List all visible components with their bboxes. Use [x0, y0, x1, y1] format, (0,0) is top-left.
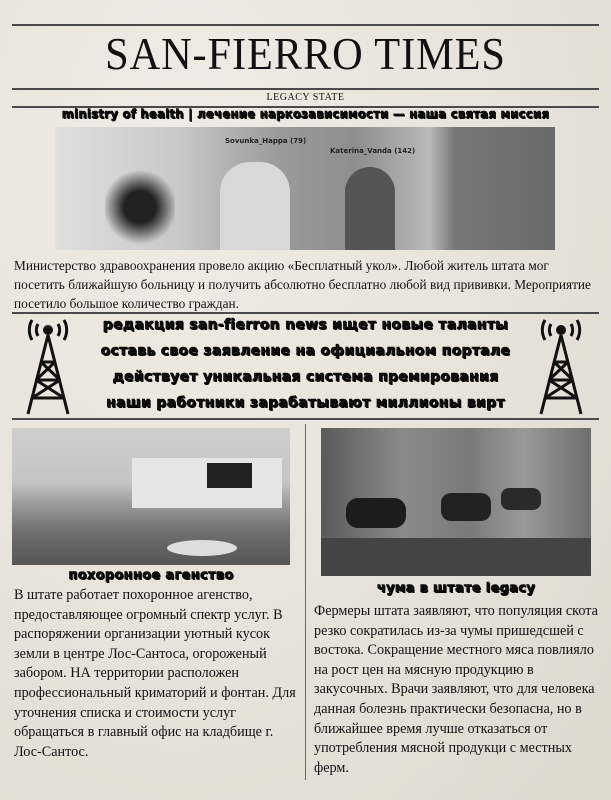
- character-figure: [345, 167, 395, 250]
- cow-shape: [441, 493, 491, 521]
- billboard-shape: [207, 463, 252, 488]
- article-text-funeral: В штате работает похоронное агенство, предоставляющее огромный спектр услуг. В распоряжении организации уютный кусок земли в центре Лос-Сантоса, огороженый забором. НА территории расположен профессиональный криматорий и фонтан. Для уточнения списка и стоимости услуг обращаться в главный офис на кладбище г. Лос-Сантос.: [14, 587, 296, 760]
- divider: [12, 88, 599, 90]
- recruitment-banner: [0, 313, 611, 417]
- banner-line: оставь свое заявление на официальном портале: [100, 343, 511, 359]
- divider: [12, 24, 599, 26]
- column-divider: [305, 424, 306, 780]
- banner-line: редакция san-fierron news ищет новые таланты: [102, 317, 509, 333]
- character-figure: [220, 162, 290, 250]
- article-photo-hospital: [55, 127, 555, 250]
- article-text-health: Министерство здравоохранения провело акцию «Бесплатный укол». Любой житель штата мог посетить ближайшую больницу и получить абсолютно бесплатно любой вид прививки. Мероприятие посетило большое количество граждан.: [14, 258, 591, 311]
- radio-tower-icon: [18, 318, 78, 416]
- article-text-plague: Фермеры штата заявляют, что популяция скота резко сократилась из-за чумы пришедсшей с востока. Сокращение местного мяса повлияло на рост цен на мясную продукцию в закусочных. Врачи заявляют, что для человека данная болезнь практически безопасна, но в ближайшее время лучше отказаться от употребления мясной продукци с местных ферм.: [314, 603, 598, 776]
- front-headline: ministry of health | лечение наркозависимости — наша святая миссия: [61, 106, 550, 121]
- player-tag: Katerina_Vanda (142): [330, 147, 416, 155]
- article-title-funeral: похоронное агенство: [68, 568, 234, 583]
- divider: [12, 418, 599, 420]
- masthead-subtitle: LEGACY STATE: [266, 92, 345, 103]
- radio-tower-icon: [531, 318, 591, 416]
- article-photo-cemetery: [12, 428, 290, 565]
- article-title-plague: чума в штате legacy: [376, 581, 536, 596]
- plant-shape: [105, 167, 175, 247]
- floor-shape: [321, 538, 591, 576]
- article-photo-farm: [321, 428, 591, 576]
- fountain-shape: [167, 540, 237, 556]
- cow-shape: [346, 498, 406, 528]
- player-tag: Sovunka_Happa (79): [225, 137, 307, 145]
- banner-line: действует уникальная система премирования: [112, 369, 499, 385]
- cow-shape: [501, 488, 541, 510]
- banner-line: наши работники зарабатывают миллионы вирт: [106, 395, 505, 411]
- masthead-title: SAN-FIERRO TIMES: [105, 28, 506, 79]
